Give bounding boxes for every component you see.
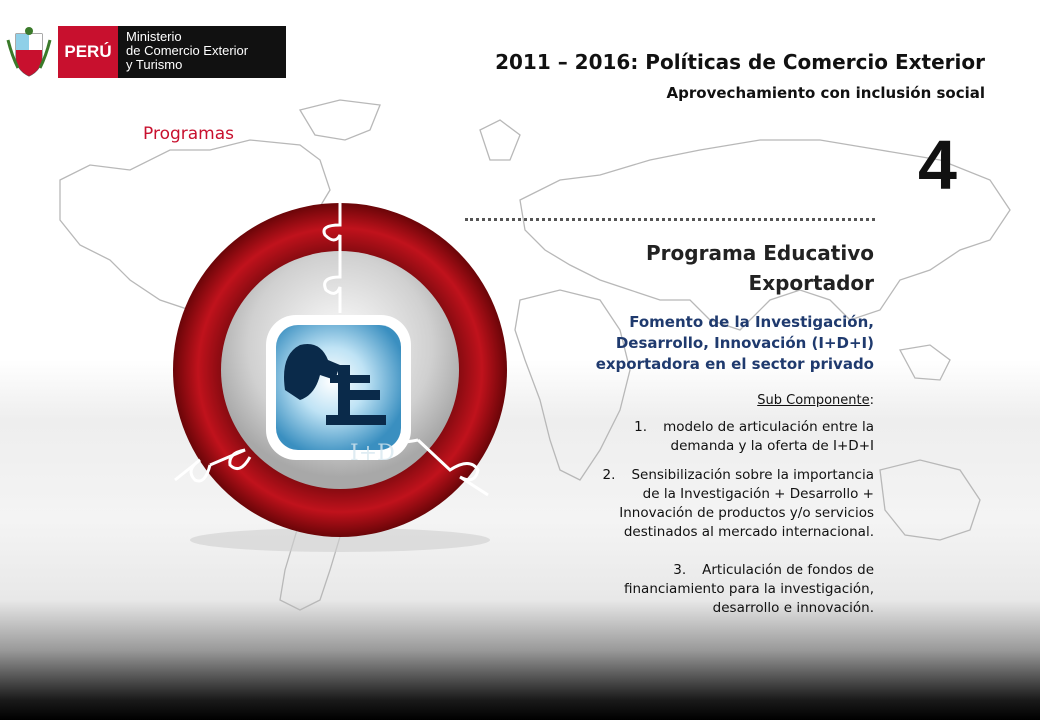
description-line-1: Fomento de la Investigación, (629, 313, 874, 331)
logo-country: PERÚ (58, 26, 118, 78)
item-1-line-1 (634, 418, 874, 437)
logo-line-1: Ministerio (126, 29, 182, 44)
item-2-line-3: Innovación de productos y/o servicios (619, 505, 874, 521)
item-3-number: 3. (673, 562, 687, 578)
sub-component-colon: : (869, 393, 874, 408)
item-1-line-2: demanda y la oferta de I+D+I (670, 438, 874, 454)
item-2-line-1 (603, 466, 874, 485)
program-title (574, 238, 874, 298)
sub-component-item-2 (603, 466, 874, 542)
slide-number: 4 (918, 126, 957, 204)
sub-component-item-1 (634, 418, 874, 456)
item-2-number: 2. (602, 467, 616, 483)
description-line-3: exportadora en el sector privado (595, 355, 874, 373)
section-label: Programas (143, 124, 235, 144)
ministry-logo (6, 26, 286, 78)
item-3-text-1: Articulación de fondos de (702, 562, 874, 578)
puzzle-ring-diagram (150, 195, 510, 555)
program-title-line-1: Programa Educativo (646, 241, 874, 265)
program-title-line-2: Exportador (748, 271, 874, 295)
sub-component-heading (757, 393, 874, 408)
program-description (554, 312, 874, 375)
logo-line-2: de Comercio Exterior (126, 43, 249, 58)
slide-title: 2011 – 2016: Políticas de Comercio Exterior (495, 50, 985, 74)
item-3-line-3: desarrollo e innovación. (712, 600, 874, 616)
item-2-line-2: de la Investigación + Desarrollo + (642, 486, 874, 502)
item-3-line-1 (624, 561, 874, 580)
dotted-divider (465, 218, 875, 221)
coat-of-arms-icon (6, 26, 52, 78)
slide-subtitle: Aprovechamiento con inclusión social (666, 84, 985, 102)
logo-line-3: y Turismo (126, 57, 183, 72)
sub-component-label: Sub Componente (757, 393, 870, 408)
item-1-text-1: modelo de articulación entre la (663, 419, 874, 435)
logo-ministry-name (118, 26, 286, 78)
image-overlay-text: I+D (350, 441, 395, 466)
sub-component-item-3 (624, 561, 874, 618)
item-3-line-2: financiamiento para la investigación, (623, 581, 874, 597)
item-2-line-4: destinados al mercado internacional. (623, 524, 874, 540)
item-2-text-1: Sensibilización sobre la importancia (631, 467, 874, 483)
description-line-2: Desarrollo, Innovación (I+D+I) (615, 334, 874, 352)
item-1-number: 1. (634, 419, 648, 435)
